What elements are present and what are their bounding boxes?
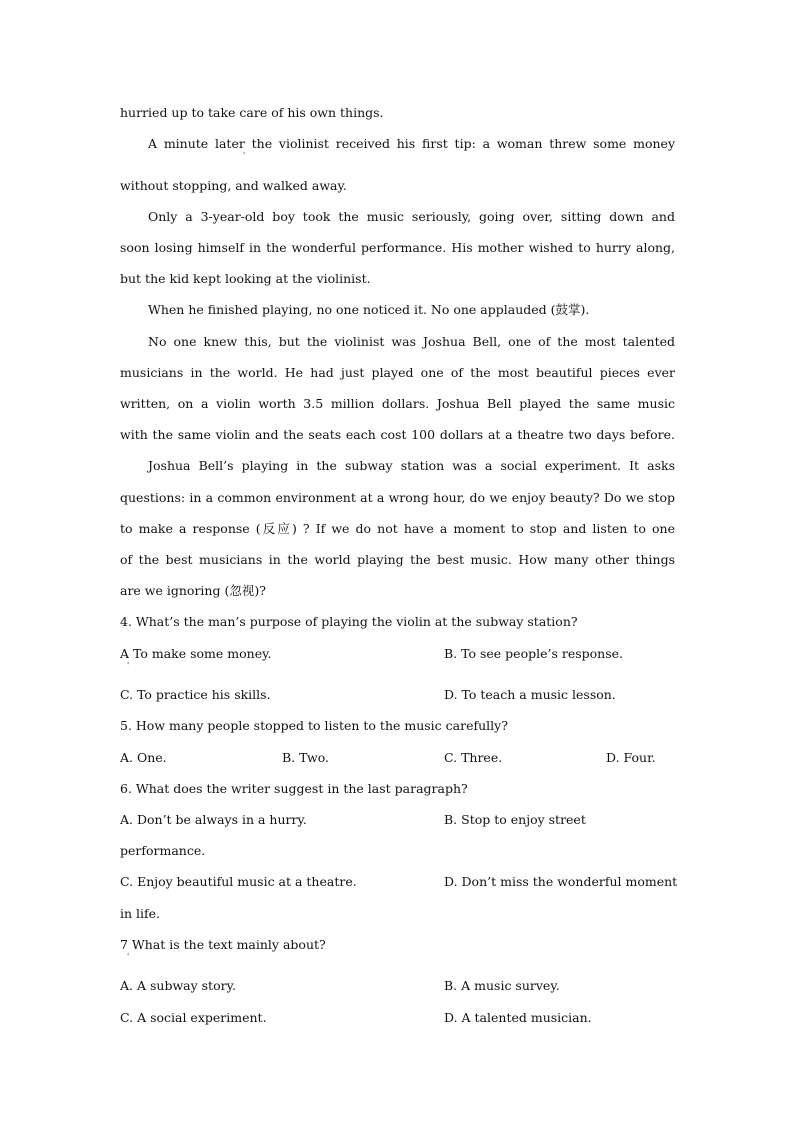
- answer-option-b: B. To see people’s response.: [444, 646, 624, 661]
- passage-line: soon losing himself in the wonderful performance. His mother wished to hurry along,: [120, 240, 675, 255]
- passage-line: musicians in the world. He had just played one of the most beautiful pieces ever: [120, 365, 675, 380]
- question-stem: 5. How many people stopped to listen to the music carefully?: [120, 718, 508, 733]
- question-stem: 7 What is the text mainly about?: [120, 937, 326, 952]
- answer-option-d: D. A talented musician.: [444, 1010, 592, 1025]
- question-stem: 4. What’s the man’s purpose of playing the violin at the subway station?: [120, 614, 578, 629]
- passage-line: No one knew this, but the violinist was Joshua Bell, one of the most talented: [148, 334, 675, 349]
- answer-option-c: C. Three.: [444, 750, 503, 765]
- passage-line: questions: in a common environment at a wrong hour, do we enjoy beauty? Do we stop: [120, 490, 675, 505]
- passage-line: When he finished playing, no one noticed it. No one applauded (鼓掌).: [148, 302, 590, 317]
- answer-option-a: A. One.: [120, 750, 167, 765]
- passage-line: written, on a violin worth 3.5 million dollars. Joshua Bell played the same music: [120, 396, 675, 411]
- answer-option-b: B. Stop to enjoy street: [444, 812, 586, 827]
- stray-mark: ': [243, 151, 246, 160]
- answer-option-continuation: in life.: [120, 906, 161, 921]
- passage-line: to make a response (反应) ? If we do not have a moment to stop and listen to one: [120, 521, 675, 536]
- stray-mark: ': [127, 661, 130, 670]
- answer-option-d: D. Don’t miss the wonderful moment: [444, 874, 678, 889]
- passage-line: with the same violin and the seats each cost 100 dollars at a theatre two days before.: [120, 427, 675, 442]
- answer-option-c: C. Enjoy beautiful music at a theatre.: [120, 874, 357, 889]
- answer-option-a: A To make some money.: [120, 646, 272, 661]
- passage-line: Joshua Bell’s playing in the subway station was a social experiment. It asks: [148, 458, 675, 473]
- passage-line: hurried up to take care of his own things.: [120, 105, 384, 120]
- answer-option-b: B. Two.: [282, 750, 330, 765]
- answer-option-c: C. To practice his skills.: [120, 687, 271, 702]
- answer-option-d: D. Four.: [606, 750, 656, 765]
- answer-option-d: D. To teach a music lesson.: [444, 687, 616, 702]
- answer-option-c: C. A social experiment.: [120, 1010, 267, 1025]
- passage-line: of the best musicians in the world playing the best music. How many other things: [120, 552, 675, 567]
- answer-option-continuation: performance.: [120, 843, 206, 858]
- passage-line: are we ignoring (忽视)?: [120, 583, 266, 598]
- passage-line: but the kid kept looking at the violinist.: [120, 271, 371, 286]
- question-stem: 6. What does the writer suggest in the last paragraph?: [120, 781, 468, 796]
- passage-line: A minute later the violinist received his first tip: a woman threw some money: [148, 136, 675, 151]
- passage-line: without stopping, and walked away.: [120, 178, 347, 193]
- passage-line: Only a 3-year-old boy took the music seriously, going over, sitting down and: [148, 209, 675, 224]
- answer-option-a: A. A subway story.: [120, 978, 236, 993]
- answer-option-b: B. A music survey.: [444, 978, 560, 993]
- stray-mark: ': [127, 952, 130, 961]
- answer-option-a: A. Don’t be always in a hurry.: [120, 812, 307, 827]
